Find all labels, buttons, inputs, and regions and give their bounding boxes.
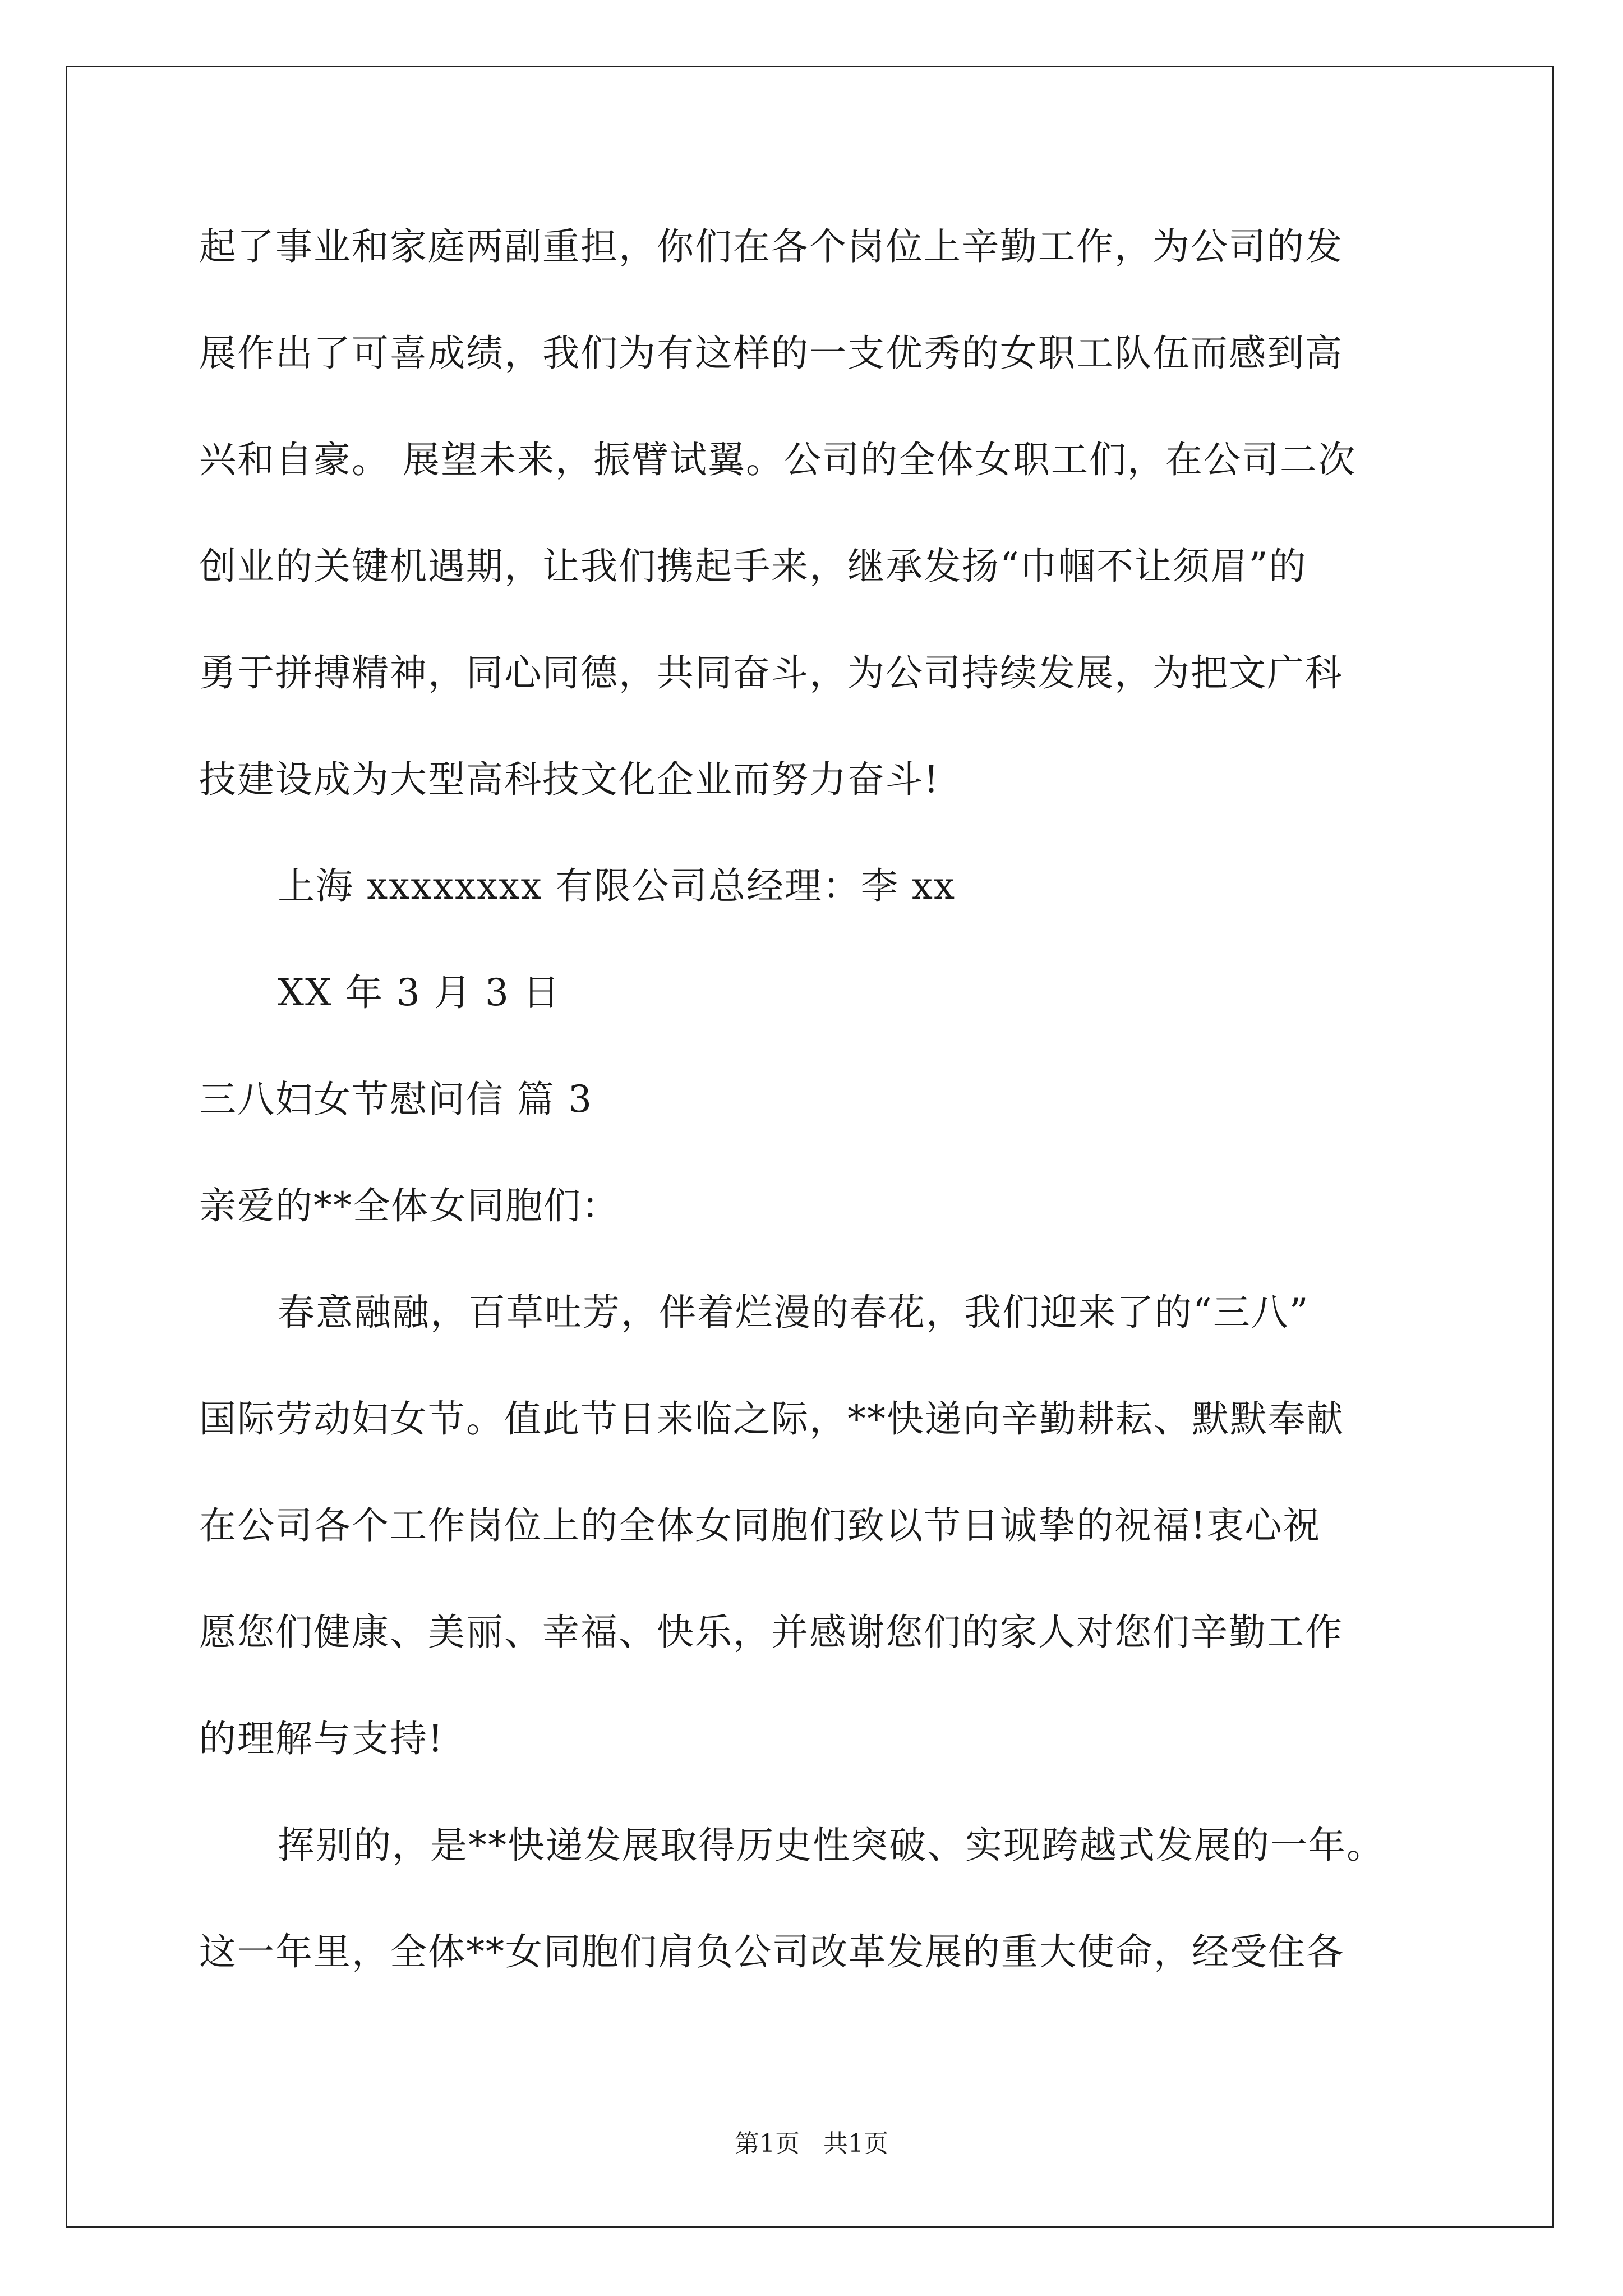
text-line-4: 创业的关键机遇期，让我们携起手来，继承发扬“巾帼不让须眉”的	[199, 545, 1307, 588]
text-line-11: 春意融融，百草吐芳，伴着烂漫的春花，我们迎来了的“三八”	[278, 1291, 1310, 1334]
date-line: XX 年 3 月 3 日	[278, 971, 561, 1014]
text-line-15: 的理解与支持!	[199, 1717, 444, 1760]
text-line-3: 兴和自豪。 展望未来，振臂试翼。公司的全体女职工们，在公司二次	[199, 438, 1356, 481]
text-line-16: 挥别的，是**快递发展取得历史性突破、实现跨越式发展的一年。	[278, 1824, 1385, 1867]
salutation-line: 亲爱的**全体女同胞们：	[199, 1184, 620, 1227]
document-body	[199, 213, 1450, 2025]
text-line-2: 展作出了可喜成绩，我们为有这样的一支优秀的女职工队伍而感到高	[199, 332, 1343, 375]
signature-line: 上海 xxxxxxxx 有限公司总经理：李 xx	[278, 864, 956, 908]
section-heading: 三八妇女节慰问信 篇 3	[199, 1078, 593, 1121]
text-line-14: 愿您们健康、美丽、幸福、快乐，并感谢您们的家人对您们辛勤工作	[199, 1611, 1343, 1654]
text-line-1: 起了事业和家庭两副重担，你们在各个岗位上辛勤工作，为公司的发	[199, 225, 1343, 268]
page-footer: 第1页 共1页	[735, 2129, 888, 2158]
text-line-5: 勇于拼搏精神，同心同德，共同奋斗，为公司持续发展，为把文广科	[199, 651, 1343, 694]
text-line-6: 技建设成为大型高科技文化企业而努力奋斗!	[199, 758, 940, 801]
text-line-17: 这一年里，全体**女同胞们肩负公司改革发展的重大使命，经受住各	[199, 1930, 1344, 1973]
text-line-12: 国际劳动妇女节。值此节日来临之际，**快递向辛勤耕耘、默默奉献	[199, 1397, 1344, 1441]
text-line-13: 在公司各个工作岗位上的全体女同胞们致以节日诚挚的祝福!衷心祝	[199, 1504, 1321, 1547]
